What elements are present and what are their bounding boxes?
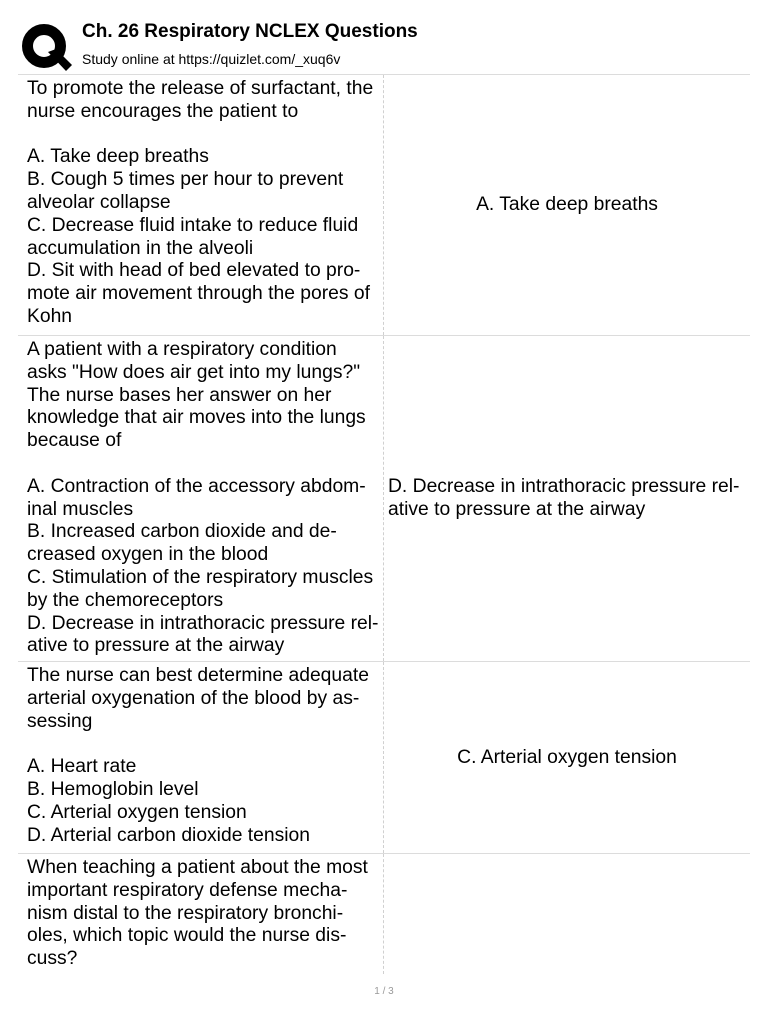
flashcard-definition-text: D. Decrease in intrathoracic pressure rel- ative to pressure at the airway — [388, 476, 740, 520]
flashcard-term: To promote the release of surfactant, the nurse encourages the patient to A. Take deep breaths B. Cough 5 times per hour to prevent alveolar collapse C. Decrease fluid intake to reduce fluid accumulation in the alveoli D. Sit with head of bed elevated to pro- mote air movement through the pores of Kohn — [18, 75, 384, 335]
flashcard-term: The nurse can best determine adequate arterial oxygenation of the blood by as- sessing A. Heart rate B. Hemoglobin level C. Arterial oxygen tension D. Arterial carbon dioxide tension — [18, 662, 384, 853]
study-online-link-text: Study online at https://quizlet.com/_xuq6v — [82, 51, 341, 67]
quizlet-q-logo-icon — [20, 22, 72, 74]
flashcard-definition — [384, 854, 750, 974]
flashcard-definition-text: C. Arterial oxygen tension — [457, 746, 677, 768]
flashcard-definition — [384, 75, 750, 335]
page-number: 1 / 3 — [374, 986, 394, 997]
document-title: Ch. 26 Respiratory NCLEX Questions — [82, 21, 418, 42]
document-header — [0, 0, 768, 75]
flashcard-row — [18, 662, 750, 854]
flashcard-row — [18, 336, 750, 662]
flashcard-definition — [384, 336, 750, 661]
flashcard-term: A patient with a respiratory condition asks "How does air get into my lungs?" The nurse bases her answer on her knowledge that air moves into the lungs because of A. Contraction of the accessory abdom- inal muscles B. Increased carbon dioxide and de- creased oxygen in the blood C. Stimulation of the respiratory muscles by the chemoreceptors D. Decrease in intrathoracic pressure rel- ative to pressure at the airway — [18, 336, 384, 661]
flashcard-list — [18, 75, 750, 974]
flashcard-row — [18, 75, 750, 336]
flashcard-term: When teaching a patient about the most important respiratory defense mecha- nism distal to the respiratory bronchi- oles, which topic would the nurse dis- cuss? — [18, 854, 384, 974]
flashcard-definition — [384, 662, 750, 853]
flashcard-definition-text: A. Take deep breaths — [476, 194, 658, 216]
flashcard-row — [18, 854, 750, 974]
